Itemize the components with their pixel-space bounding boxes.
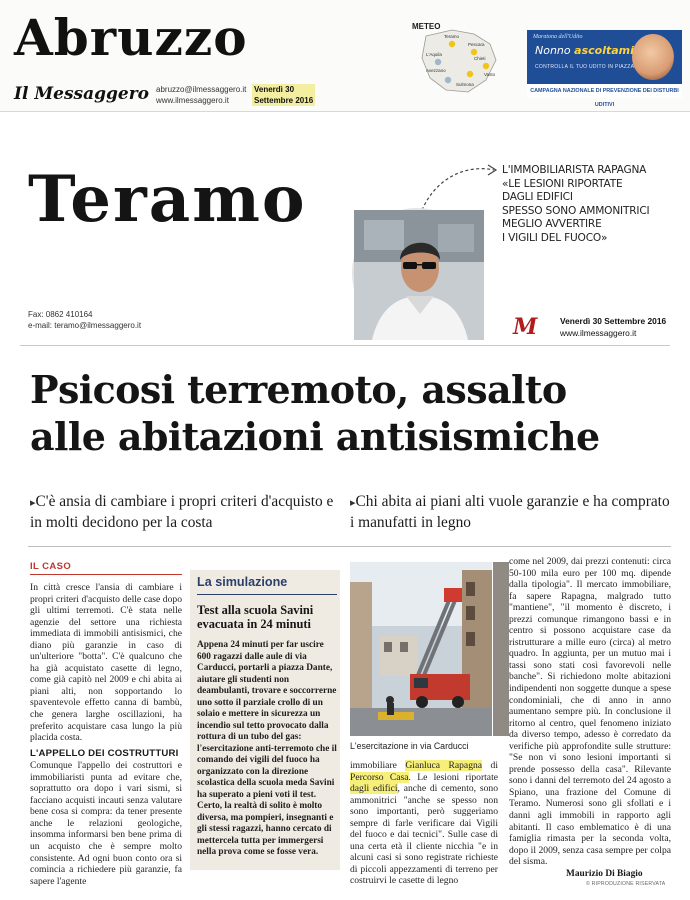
ad-small-top: Maratona dell'Udito [533, 34, 583, 40]
col3-text-c: . Le lesioni riportate [408, 771, 498, 783]
quote-line: I VIGILI DEL FUOCO» [502, 231, 608, 244]
col1-paragraph-1: In città cresce l'ansia di cambiare i propri criteri d'acquisto delle case dopo gli ultimi terremoti. C'è stata nelle agenzie del settore una richiesta immediata di immobili antisismici, che diano più garanzie in caso di un'ulteriore "botta". C'è qualcuno che ha già acquistato casette di legno, come già capitò nel 2009 e chi abita ai piani alti, non sopportando lo spaventevole effetto canna di bambù, che genera larghe oscillazioni, ha preferito acquistare casa lungo la più placida costa. [30, 582, 182, 744]
meteo-city: Vasto [484, 72, 496, 77]
section-label-rule [30, 574, 182, 575]
quote-line: DAGLI EDIFICI [502, 191, 573, 204]
meteo-map [412, 22, 508, 100]
article-author: Maurizio Di Biagio [566, 869, 643, 879]
simulation-body: Appena 24 minuti per far uscire 600 ragazzi dalle aule di via Carducci, portarli a piazza Dante, aiutare gli studenti non deambulanti, trovare e soccorrerne uno sotto il parziale crollo di un solaio e mettere in sicurezza un incendio sul tetto provocato dalla rottura di un tubo del gas: l'esercitazione anti-terremoto che il comando dei vigili del fuoco ha organizzato con la direzione scolastica della scuola meda Savini ha superato a pieni voti il test. Certo, la realtà di solito è molto diversa, ma pompieri, insegnanti e gli stessi ragazzi, hanno cercato di mettercela tutta per immergersi nella prova come se fosse vera. [197, 640, 337, 857]
fire-drill-photo [350, 562, 492, 736]
meteo-city: L'Aquila [426, 52, 442, 57]
col3-text-a: immobiliare [350, 760, 406, 771]
simulation-rule [197, 594, 337, 595]
meteo-city: Sulmona [456, 82, 474, 87]
section-website: www.ilmessaggero.it [560, 328, 637, 338]
sun-icon [483, 63, 489, 69]
ad-title-a: Nonno [535, 44, 571, 57]
quote-line: MEGLIO AVVERTIRE [502, 218, 602, 231]
article-column-4: come nel 2009, dai prezzi contenuti: circa 50-100 mila euro per 100 mq. dipende dalla tipologia". Il mercato immobiliare, fa sapere Rapagna, malgrado tutto "mantiene", "il momento è discreto, i prezzi comunque rimangono bassi e in centro si possono acquistare case da ristrutturare a mille euro (circa) al metro quadro. In aggiunta, per un mutuo mai i tassi sono stati così favorevoli nelle banche". Si richiedono molte abitazioni indipendenti non soggette dunque a spese condominiali, che di anno in anno aumentano sempre più. In conclusione il ritorno al centro, quel fenomeno iniziato da diverso tempo, adesso è corredato da verifiche più approfondite sulle strutture: "Se non vi sono lesioni importanti si prende possesso della casa". Rilevante sono i danni del terremoto del 24 agosto a Spiano, una frazione del Comune di Teramo. Numerosi sono gli sfollati e i danni agli immobili in rapporto agli abitanti. Il caso emblematico è di una famiglia rimasta per la seconda volta, dopo il 2009, senza casa sempre per colpa del sisma. [509, 556, 671, 868]
section-contacts [28, 309, 141, 331]
meteo-city: Avezzano [426, 68, 446, 73]
ad-subtitle: CONTROLLA IL TUO UDITO IN PIAZZA [535, 64, 635, 70]
top-email: abruzzo@ilmessaggero.it [156, 85, 247, 94]
top-date-line1: Venerdì 30 [254, 85, 295, 94]
photo-caption: L'esercitazione in via Carducci [350, 741, 469, 751]
top-date-line2: Settembre 2016 [254, 96, 314, 105]
cloud-icon [445, 77, 451, 83]
meteo-city: Chieti [474, 56, 486, 61]
deck-divider [28, 546, 671, 547]
meteo-city: Pescara [468, 42, 485, 47]
deck-right-text: Chi abita ai piani alti vuole garanzie e ha comprato i manufatti in legno [350, 493, 670, 531]
deck-left [30, 492, 340, 533]
meteo-city: Teramo [444, 34, 460, 39]
quote-line: SPESSO SONO AMMONITRICI [502, 204, 650, 217]
section-divider [20, 345, 670, 346]
pull-quote [502, 164, 690, 246]
sun-icon [467, 71, 473, 77]
article-headline [30, 366, 670, 460]
deck-marker-icon: ▸ [30, 496, 36, 509]
top-date [252, 84, 315, 106]
sun-icon [449, 41, 455, 47]
col3-highlight-buildings: dagli edifici [350, 783, 398, 795]
col1-subhead: L'APPELLO DEI COSTRUTTURI [30, 747, 179, 759]
photo-edge [493, 562, 509, 736]
simulation-title: Test alla scuola Savini evacuata in 24 minuti [197, 603, 314, 631]
abruzzo-map-icon [412, 22, 508, 100]
section-date-block [560, 315, 666, 339]
ad-title-b: ascoltami [574, 44, 634, 57]
cloud-icon [435, 59, 441, 65]
section-label: IL CASO [30, 561, 72, 572]
hearing-campaign-ad[interactable] [527, 30, 682, 108]
headline-line1: Psicosi terremoto, assalto [30, 367, 567, 412]
section-title: Teramo [28, 162, 307, 237]
top-website: www.ilmessaggero.it [156, 96, 229, 105]
fax-number: Fax: 0862 410164 [28, 310, 93, 319]
masthead [0, 0, 690, 112]
col3-text-d: , anche di cemento, sono ammonitrici "anche se spesso non sono importanti, però suggeriamo sempre di farle verificare dai Vigili del fuoco e dai tecnici". Sulle case di una certa età il cliente nicchia "e in alcuni casi si sono registrate richieste di piccoli appezzamenti di terreno per costruirvi le casette di legno [350, 783, 498, 887]
portrait-photo [354, 210, 484, 340]
section-email: e-mail: teramo@ilmessaggero.it [28, 321, 142, 330]
messaggero-m-logo: M [513, 314, 538, 340]
col3-highlight-agency: Percorso Casa [350, 771, 409, 783]
headline-line2: alle abitazioni antisismiche [30, 414, 600, 459]
child-photo [632, 34, 674, 80]
col1-paragraph-2: Comunque l'appello dei costruttori e immobiliaristi punta ad evitare che, soprattutto ora dopo i vari sismi, si facciano acquisti incauti senza valutare bene cosa si compra: da tener presente anche le relazioni geologiche, insomma informarsi ben bene prima di un acquisto che è sempre molto consistente. Ad ogni buon conto ora si comincia a richiedere più garanzie, fa sapere l'agente [30, 760, 182, 887]
section-date: Venerdì 30 Settembre 2016 [560, 316, 667, 326]
interviewee-portrait [352, 208, 482, 338]
article-column-1 [30, 582, 182, 887]
top-contact [156, 84, 246, 106]
col3-text-b: di [482, 760, 498, 771]
deck-marker-icon: ▸ [350, 496, 356, 509]
quote-line: «LE LESIONI RIPORTATE [502, 177, 623, 190]
simulation-label: La simulazione [197, 575, 288, 589]
newspaper-logo: Il Messaggero [14, 84, 150, 104]
drill-photo [350, 562, 492, 736]
deck-right [350, 492, 670, 533]
sun-icon [471, 49, 477, 55]
ad-title [535, 44, 634, 57]
ad-bottom-bar: CAMPAGNA NAZIONALE DI PREVENZIONE DEI DISTURBI UDITIVI [527, 84, 682, 98]
reproduction-notice: © RIPRODUZIONE RISERVATA [586, 881, 666, 887]
deck-left-text: C'è ansia di cambiare i propri criteri d'acquisto e in molti decidono per la costa [30, 493, 334, 531]
col3-highlight-name: Gianluca Rapagna [405, 760, 483, 771]
article-column-3 [350, 760, 498, 887]
quote-line: L'IMMOBILIARISTA RAPAGNA [502, 164, 647, 176]
meteo-label: METEO [412, 22, 441, 31]
region-title: Abruzzo [14, 8, 248, 67]
